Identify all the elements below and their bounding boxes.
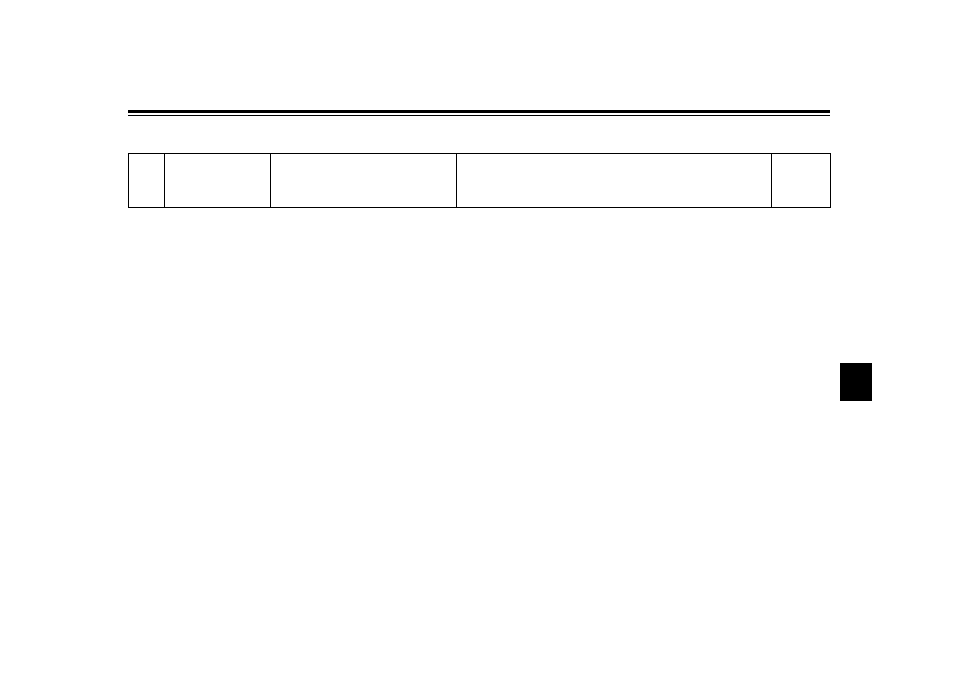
header-rule-thin [128, 115, 830, 116]
header-annual [772, 154, 831, 208]
header-interval [457, 178, 520, 208]
chapter-tab[interactable] [840, 363, 872, 401]
header-interval [520, 178, 583, 208]
maintenance-table [128, 153, 831, 208]
header-interval [709, 178, 772, 208]
header-rule-thick [128, 110, 830, 113]
header-interval [646, 178, 709, 208]
header-item [165, 154, 271, 208]
header-odometer [457, 154, 772, 178]
header-work [271, 154, 457, 208]
header-interval [583, 178, 646, 208]
header-num [129, 154, 165, 208]
